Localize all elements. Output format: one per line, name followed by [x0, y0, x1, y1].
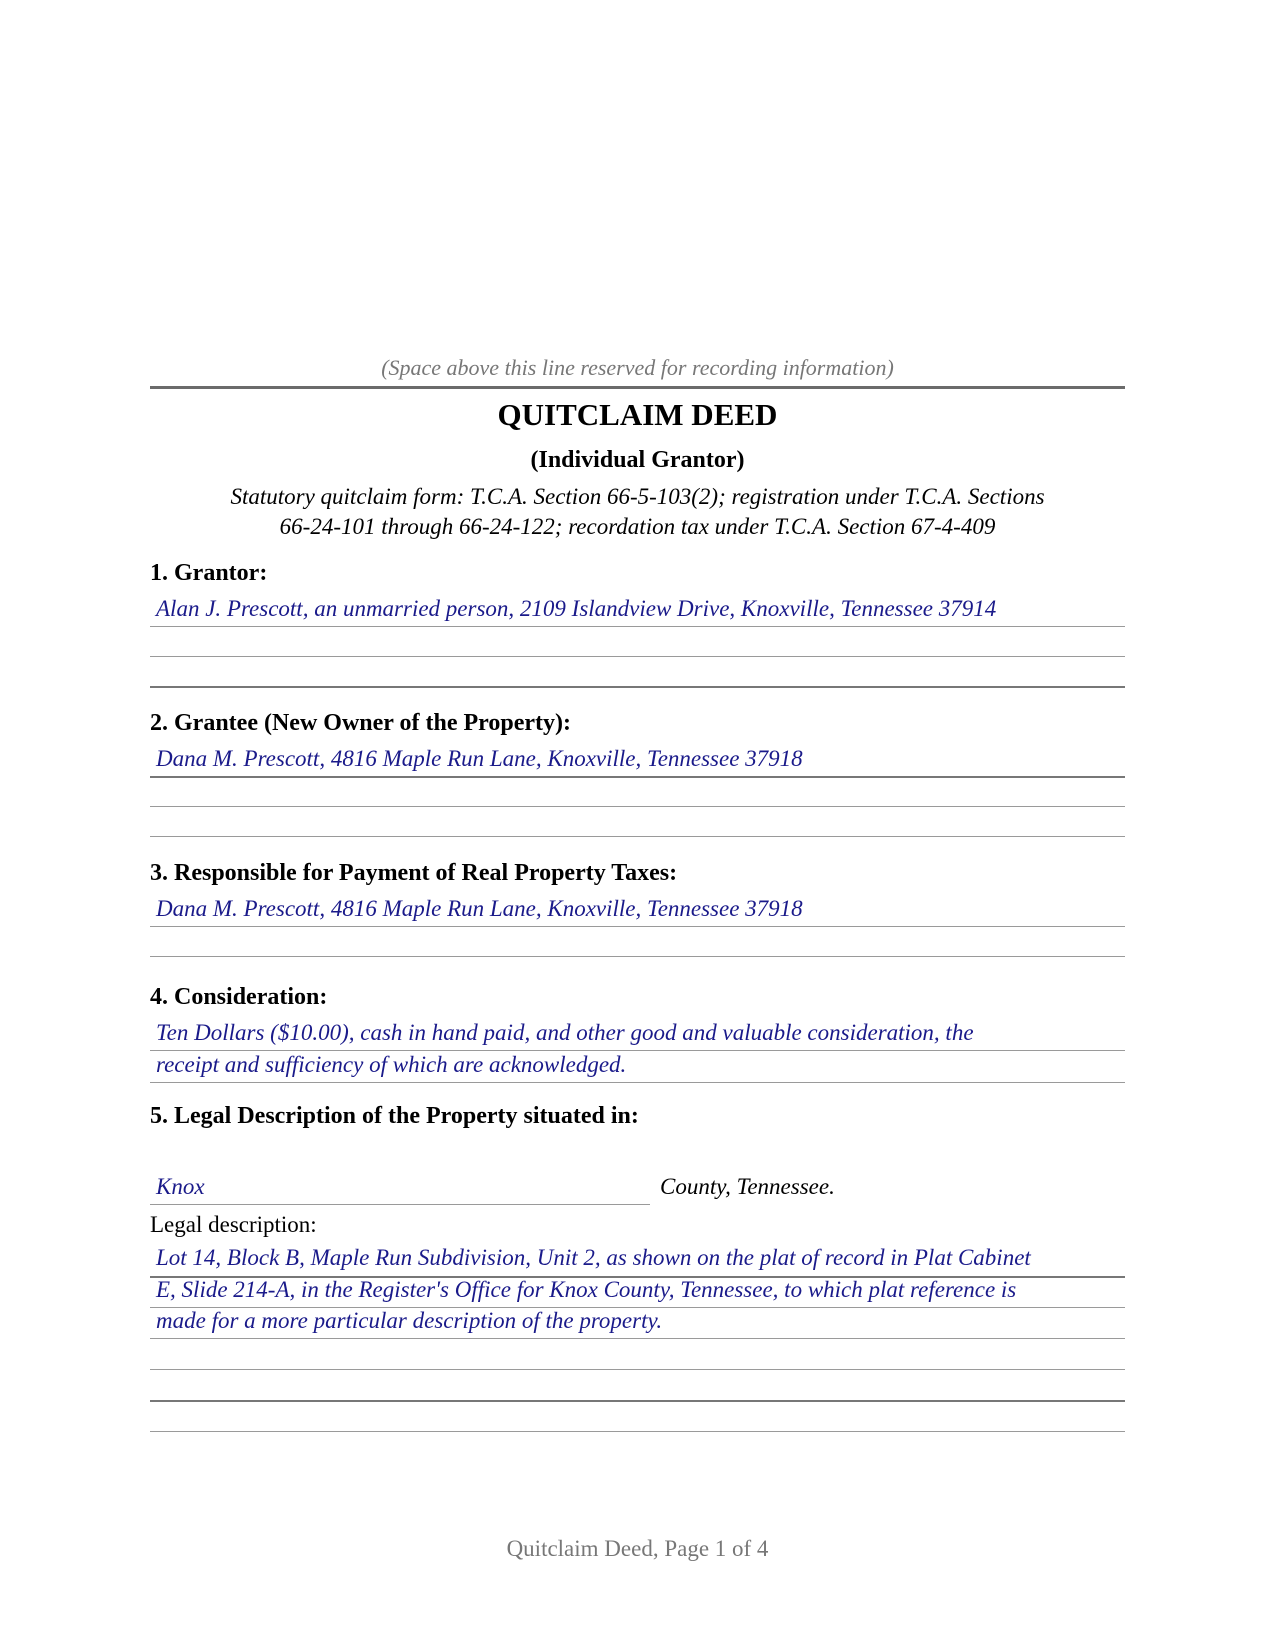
- legal-description-line-3[interactable]: made for a more particular description of the property.: [156, 1308, 663, 1333]
- document-subtitle: (Individual Grantor): [530, 447, 745, 473]
- county-field[interactable]: Knox: [156, 1174, 205, 1199]
- fill-line: [150, 776, 1125, 778]
- fill-line: [150, 626, 1125, 627]
- legal-description-line-1[interactable]: Lot 14, Block B, Maple Run Subdivision, Unit 2, as shown on the plat of record in Plat Cabinet: [156, 1245, 1031, 1270]
- grantor-field[interactable]: Alan J. Prescott, an unmarried person, 2109 Islandview Drive, Knoxville, Tennessee 37914: [156, 596, 997, 621]
- grantee-field[interactable]: Dana M. Prescott, 4816 Maple Run Lane, Knoxville, Tennessee 37918: [156, 746, 803, 771]
- consideration-field-line-2[interactable]: receipt and sufficiency of which are acknowledged.: [156, 1052, 627, 1077]
- fill-line: [150, 1338, 1125, 1339]
- legal-description-label: Legal description:: [150, 1212, 317, 1237]
- document-title: QUITCLAIM DEED: [497, 397, 778, 432]
- deed-page: [150, 0, 1125, 1650]
- fill-line: [150, 1369, 1125, 1370]
- consideration-field-line-1[interactable]: Ten Dollars ($10.00), cash in hand paid, and other good and valuable consideration, the: [156, 1020, 974, 1045]
- fill-line: [150, 1431, 1125, 1432]
- county-fill-line: [150, 1204, 650, 1205]
- fill-line: [150, 806, 1125, 807]
- page-footer: Quitclaim Deed, Page 1 of 4: [506, 1536, 769, 1561]
- fill-line: [150, 686, 1125, 688]
- fill-line: [150, 656, 1125, 657]
- recording-reserved-note: (Space above this line reserved for recording information): [381, 355, 894, 380]
- fill-line: [150, 956, 1125, 957]
- tax-payer-field[interactable]: Dana M. Prescott, 4816 Maple Run Lane, Knoxville, Tennessee 37918: [156, 896, 803, 921]
- statute-citation: [190, 482, 1085, 542]
- fill-line: [150, 1082, 1125, 1083]
- grantor-heading: 1. Grantor:: [150, 560, 268, 586]
- statute-line: 66-24-101 through 66-24-122; recordation tax under T.C.A. Section 67-4-409: [279, 514, 996, 539]
- statute-line: Statutory quitclaim form: T.C.A. Section 66-5-103(2); registration under T.C.A. Sections: [230, 484, 1045, 509]
- legal-description-line-2[interactable]: E, Slide 214-A, in the Register's Office for Knox County, Tennessee, to which plat reference is: [156, 1277, 1017, 1302]
- fill-line: [150, 1400, 1125, 1402]
- grantee-heading: 2. Grantee (New Owner of the Property):: [150, 710, 571, 736]
- tax-payer-heading: 3. Responsible for Payment of Real Property Taxes:: [150, 860, 678, 886]
- recording-divider: [150, 386, 1125, 389]
- county-suffix: County, Tennessee.: [660, 1174, 835, 1199]
- fill-line: [150, 926, 1125, 927]
- legal-heading: 5. Legal Description of the Property situated in:: [150, 1103, 639, 1129]
- consideration-heading: 4. Consideration:: [150, 984, 328, 1010]
- fill-line: [150, 836, 1125, 837]
